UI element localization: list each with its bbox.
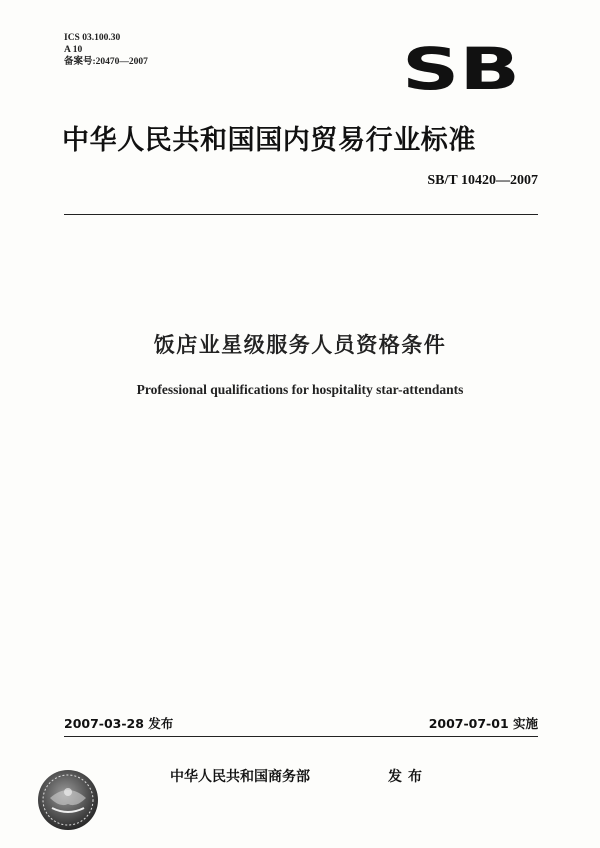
agency-title: 中华人民共和国国内贸易行业标准 — [62, 125, 476, 156]
document-title-en: Professional qualifications for hospitality star-attendants — [136, 382, 464, 397]
seal-icon — [36, 768, 100, 832]
sb-logo — [402, 42, 520, 92]
implement-date: 2007-07-01 实施 — [428, 716, 538, 731]
publisher-name: 中华人民共和国商务部 — [170, 769, 310, 785]
record-number: 备案号:20470—2007 — [64, 57, 148, 67]
standard-code: SB/T 10420—2007 — [427, 173, 538, 188]
header-divider — [64, 214, 538, 215]
document-title-cn: 饭店业星级服务人员资格条件 — [153, 333, 447, 357]
publish-label: 发布 — [388, 769, 428, 785]
standard-meta — [64, 32, 148, 68]
ccs-code: A 10 — [64, 45, 83, 55]
footer-divider — [64, 736, 538, 737]
sb-logo-text: SB — [402, 42, 520, 92]
issue-date: 2007-03-28 发布 — [64, 716, 174, 731]
ics-code: ICS 03.100.30 — [64, 33, 121, 43]
